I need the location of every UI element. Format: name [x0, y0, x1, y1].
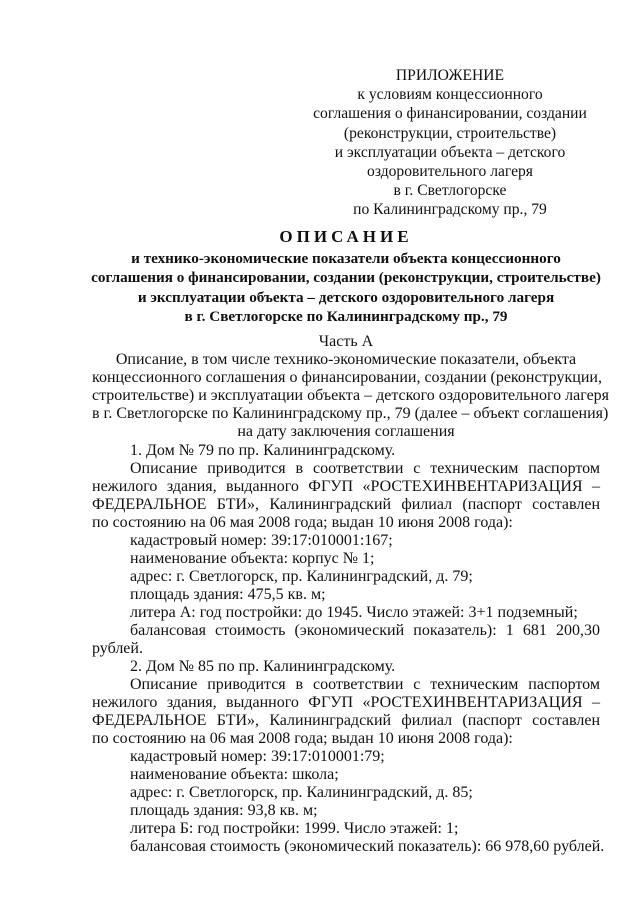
document-body	[92, 442, 605, 856]
item-description-line: по состоянию на 06 мая 2008 года; выдан 10 июня 2008 года):	[92, 730, 513, 747]
building-area: площадь здания: 93,8 кв. м;	[130, 802, 318, 819]
title-line: и эксплуатации объекта – детского оздоровительного лагеря	[137, 288, 555, 306]
appendix-line: к условиям концессионного	[357, 86, 543, 104]
item-description-line: нежилого здания, выданного ФГУП «РОСТЕХИНВЕНТАРИЗАЦИЯ –	[92, 694, 600, 711]
item-heading: 1. Дом № 79 по пр. Калининградскому.	[130, 442, 396, 459]
balance-value: балансовая стоимость (экономический показатель): 66 978,60 рублей.	[130, 838, 605, 855]
part-line: в г. Светлогорске по Калининградскому пр., 79 (далее – объект соглашения)	[92, 405, 609, 422]
item-heading: 2. Дом № 85 по пр. Калининградскому.	[130, 658, 396, 675]
title-heading: ОПИСАНИЕ	[279, 227, 413, 246]
cadastral-number: кадастровый номер: 39:17:010001:79;	[130, 748, 385, 765]
litera-info: литера А: год постройки: до 1945. Число этажей: 3+1 подземный;	[130, 604, 578, 621]
object-name: наименование объекта: корпус № 1;	[130, 550, 375, 567]
part-line: строительстве) и эксплуатации объекта – детского оздоровительного лагеря	[92, 387, 610, 404]
part-label: Часть А	[318, 333, 374, 350]
appendix-line: по Калининградскому пр., 79	[353, 201, 547, 219]
object-address: адрес: г. Светлогорск, пр. Калининградский, д. 79;	[130, 568, 473, 585]
appendix-header	[300, 66, 600, 220]
title-line: в г. Светлогорске по Калининградскому пр., 79	[184, 308, 508, 325]
title-line: соглашения о финансировании, создании (реконструкции, строительстве)	[91, 269, 601, 286]
object-name: наименование объекта: школа;	[130, 766, 339, 783]
building-area: площадь здания: 475,5 кв. м;	[130, 586, 326, 603]
appendix-line: соглашения о финансировании, создании	[313, 105, 587, 123]
cadastral-number: кадастровый номер: 39:17:010001:167;	[130, 532, 393, 549]
item-description-line: ФЕДЕРАЛЬНОЕ БТИ», Калининградский филиал (паспорт составлен	[92, 712, 600, 729]
item-description-line: Описание приводится в соответствии с техническим паспортом	[130, 460, 600, 477]
appendix-line: оздоровительного лагеря	[367, 163, 533, 181]
part-line: Описание, в том числе технико-экономические показатели, объекта	[115, 351, 577, 368]
appendix-line: (реконструкции, строительстве)	[343, 124, 557, 142]
part-a-section	[92, 333, 610, 441]
balance-value: балансовая стоимость (экономический показатель): 1 681 200,30	[130, 622, 600, 639]
appendix-line: и эксплуатации объекта – детского	[334, 143, 566, 161]
item-description-line: Описание приводится в соответствии с техническим паспортом	[130, 676, 600, 693]
appendix-title: ПРИЛОЖЕНИЕ	[395, 67, 505, 84]
balance-value-cont: рублей.	[92, 640, 143, 657]
appendix-line: в г. Светлогорске	[393, 182, 507, 200]
item-description-line: нежилого здания, выданного ФГУП «РОСТЕХИНВЕНТАРИЗАЦИЯ –	[92, 478, 600, 495]
document-title	[86, 227, 606, 327]
title-line: и технико-экономические показатели объекта концессионного	[131, 249, 561, 267]
litera-info: литера Б: год постройки: 1999. Число этажей: 1;	[130, 820, 459, 837]
object-address: адрес: г. Светлогорск, пр. Калининградский, д. 85;	[130, 784, 473, 801]
item-description-line: по состоянию на 06 мая 2008 года; выдан 10 июня 2008 года):	[92, 514, 513, 531]
part-line: концессионного соглашения о финансировании, создании (реконструкции,	[92, 369, 602, 386]
item-description-line: ФЕДЕРАЛЬНОЕ БТИ», Калининградский филиал (паспорт составлен	[92, 496, 600, 513]
part-line: на дату заключения соглашения	[237, 423, 455, 440]
